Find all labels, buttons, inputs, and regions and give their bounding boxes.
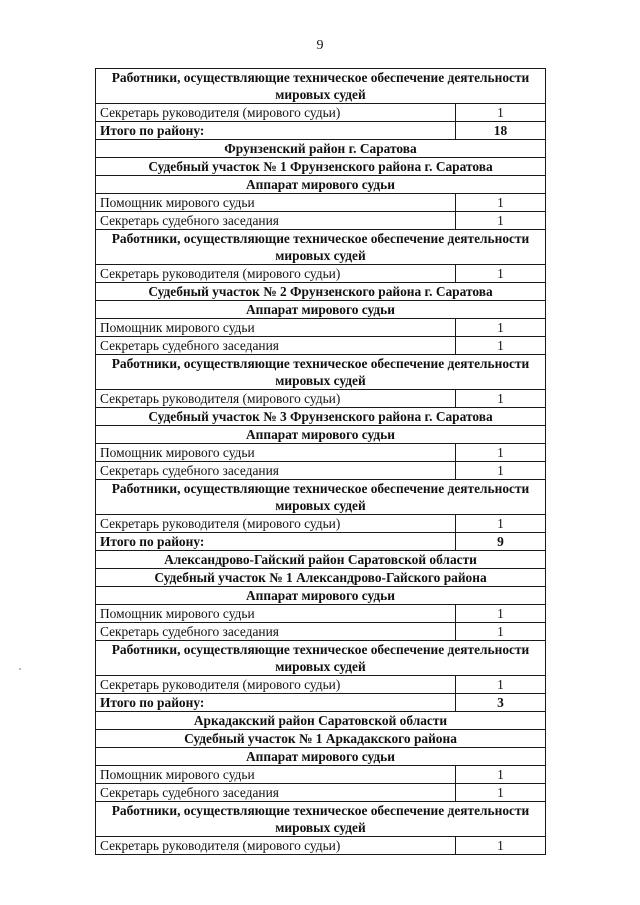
section-header: Работники, осуществляющие техническое обеспечение деятельности мировых судей — [96, 355, 546, 390]
section-header: Работники, осуществляющие техническое обеспечение деятельности мировых судей — [96, 230, 546, 265]
section-header-row — [96, 569, 546, 587]
section-header-row — [96, 730, 546, 748]
position-name: Секретарь руководителя (мирового судьи) — [96, 676, 456, 694]
position-row — [96, 194, 546, 212]
position-row — [96, 104, 546, 122]
position-quantity: 1 — [456, 104, 546, 122]
district-total-row — [96, 122, 546, 140]
position-quantity: 1 — [456, 337, 546, 355]
section-header-row — [96, 802, 546, 837]
position-quantity: 1 — [456, 676, 546, 694]
position-name: Секретарь руководителя (мирового судьи) — [96, 390, 456, 408]
section-header: Аппарат мирового судьи — [96, 748, 546, 766]
position-row — [96, 676, 546, 694]
district-total-value: 3 — [456, 694, 546, 712]
section-header-row — [96, 140, 546, 158]
position-quantity: 1 — [456, 462, 546, 480]
position-row — [96, 784, 546, 802]
section-header: Работники, осуществляющие техническое обеспечение деятельности мировых судей — [96, 480, 546, 515]
position-row — [96, 212, 546, 230]
district-total-label: Итого по району: — [96, 533, 456, 551]
section-header: Аркадакский район Саратовской области — [96, 712, 546, 730]
position-name: Секретарь судебного заседания — [96, 462, 456, 480]
position-row — [96, 766, 546, 784]
section-header: Аппарат мирового судьи — [96, 587, 546, 605]
position-row — [96, 515, 546, 533]
position-name: Секретарь руководителя (мирового судьи) — [96, 104, 456, 122]
position-row — [96, 337, 546, 355]
section-header: Аппарат мирового судьи — [96, 301, 546, 319]
margin-mark — [19, 668, 21, 670]
position-quantity: 1 — [456, 265, 546, 283]
section-header-row — [96, 301, 546, 319]
page-number: 9 — [316, 38, 324, 53]
section-header: Аппарат мирового судьи — [96, 426, 546, 444]
position-row — [96, 462, 546, 480]
position-row — [96, 390, 546, 408]
section-header-row — [96, 69, 546, 104]
section-header-row — [96, 408, 546, 426]
position-quantity: 1 — [456, 194, 546, 212]
section-header-row — [96, 158, 546, 176]
section-header-row — [96, 551, 546, 569]
position-name: Помощник мирового судьи — [96, 319, 456, 337]
section-header: Судебный участок № 2 Фрунзенского района г. Саратова — [96, 283, 546, 301]
section-header-row — [96, 176, 546, 194]
position-name: Помощник мирового судьи — [96, 605, 456, 623]
section-header-row — [96, 283, 546, 301]
position-name: Секретарь руководителя (мирового судьи) — [96, 265, 456, 283]
section-header: Работники, осуществляющие техническое обеспечение деятельности мировых судей — [96, 69, 546, 104]
section-header-row — [96, 748, 546, 766]
position-row — [96, 265, 546, 283]
position-quantity: 1 — [456, 766, 546, 784]
position-row — [96, 623, 546, 641]
position-row — [96, 605, 546, 623]
position-name: Помощник мирового судьи — [96, 444, 456, 462]
section-header: Судебный участок № 1 Фрунзенского района г. Саратова — [96, 158, 546, 176]
section-header: Судебный участок № 3 Фрунзенского района г. Саратова — [96, 408, 546, 426]
position-name: Помощник мирового судьи — [96, 194, 456, 212]
position-name: Помощник мирового судьи — [96, 766, 456, 784]
position-name: Секретарь судебного заседания — [96, 212, 456, 230]
district-total-row — [96, 694, 546, 712]
district-total-row — [96, 533, 546, 551]
position-quantity: 1 — [456, 319, 546, 337]
position-name: Секретарь руководителя (мирового судьи) — [96, 837, 456, 855]
section-header: Судебный участок № 1 Александрово-Гайского района — [96, 569, 546, 587]
position-quantity: 1 — [456, 212, 546, 230]
section-header-row — [96, 230, 546, 265]
district-total-value: 18 — [456, 122, 546, 140]
section-header-row — [96, 712, 546, 730]
section-header-row — [96, 355, 546, 390]
position-row — [96, 837, 546, 855]
position-quantity: 1 — [456, 784, 546, 802]
section-header: Аппарат мирового судьи — [96, 176, 546, 194]
position-row — [96, 444, 546, 462]
position-quantity: 1 — [456, 837, 546, 855]
position-row — [96, 319, 546, 337]
position-quantity: 1 — [456, 390, 546, 408]
position-quantity: 1 — [456, 623, 546, 641]
position-name: Секретарь судебного заседания — [96, 337, 456, 355]
district-total-label: Итого по району: — [96, 122, 456, 140]
position-quantity: 1 — [456, 515, 546, 533]
section-header-row — [96, 641, 546, 676]
position-quantity: 1 — [456, 605, 546, 623]
section-header: Александрово-Гайский район Саратовской области — [96, 551, 546, 569]
section-header: Работники, осуществляющие техническое обеспечение деятельности мировых судей — [96, 641, 546, 676]
district-total-value: 9 — [456, 533, 546, 551]
section-header-row — [96, 587, 546, 605]
staff-table-body — [96, 69, 546, 855]
district-total-label: Итого по району: — [96, 694, 456, 712]
position-name: Секретарь судебного заседания — [96, 623, 456, 641]
section-header-row — [96, 426, 546, 444]
section-header: Фрунзенский район г. Саратова — [96, 140, 546, 158]
position-quantity: 1 — [456, 444, 546, 462]
section-header: Работники, осуществляющие техническое обеспечение деятельности мировых судей — [96, 802, 546, 837]
staff-table — [95, 68, 546, 855]
position-name: Секретарь судебного заседания — [96, 784, 456, 802]
position-name: Секретарь руководителя (мирового судьи) — [96, 515, 456, 533]
section-header-row — [96, 480, 546, 515]
section-header: Судебный участок № 1 Аркадакского района — [96, 730, 546, 748]
